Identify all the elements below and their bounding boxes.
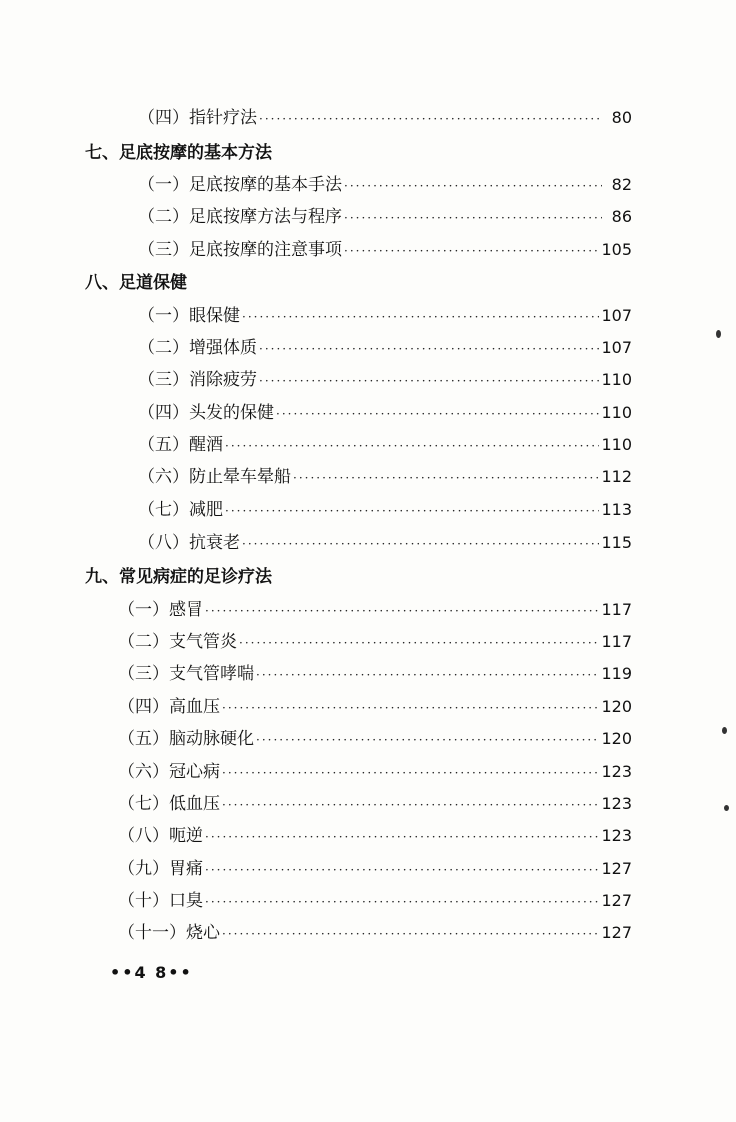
toc-section-heading <box>85 567 272 587</box>
dot-leader <box>205 827 599 847</box>
dot-leader <box>259 109 602 129</box>
toc-entry-label: （三）足底按摩的注意事项 <box>138 240 342 260</box>
toc-entry-label: （四）头发的保健 <box>138 403 274 423</box>
dot-leader <box>222 763 599 783</box>
dot-leader <box>222 698 599 718</box>
toc-entry-label: （九）胃痛 <box>118 859 203 879</box>
toc-entry <box>118 729 632 750</box>
toc-entry-page: 107 <box>601 306 632 325</box>
scan-speck <box>722 727 727 734</box>
toc-entry-page: 110 <box>601 435 632 454</box>
toc-entry-label: （五）脑动脉硬化 <box>118 729 254 749</box>
toc-entry-label: （五）醒酒 <box>138 435 223 455</box>
toc-entry <box>138 467 632 488</box>
toc-entry <box>138 435 632 456</box>
toc-entry <box>138 370 632 391</box>
toc-entry-page: 115 <box>601 533 632 552</box>
dot-leader <box>259 371 599 391</box>
toc-entry-label: （八）呃逆 <box>118 826 203 846</box>
toc-entry-label: 八、足道保健 <box>85 273 187 293</box>
toc-entry <box>118 826 632 847</box>
toc-entry-label: （八）抗衰老 <box>138 533 240 553</box>
toc-entry-page: 110 <box>601 370 632 389</box>
toc-entry-page: 113 <box>601 500 632 519</box>
toc-entry <box>138 175 632 196</box>
toc-entry <box>138 306 632 327</box>
toc-entry-label: （六）防止晕车晕船 <box>138 467 291 487</box>
scan-speck <box>716 330 721 338</box>
dot-leader <box>239 633 599 653</box>
toc-entry-label: （三）支气管哮喘 <box>118 664 254 684</box>
toc-entry <box>118 632 632 653</box>
dot-leader <box>293 468 599 488</box>
dot-leader <box>242 307 599 327</box>
toc-entry-page: 110 <box>601 403 632 422</box>
dot-leader <box>205 601 599 621</box>
dot-leader <box>205 860 599 880</box>
toc-entry <box>118 891 632 912</box>
toc-section-heading <box>85 143 272 163</box>
dot-leader <box>256 730 599 750</box>
toc-entry <box>118 664 632 685</box>
toc-entry-label: （二）足底按摩方法与程序 <box>138 207 342 227</box>
dot-leader <box>256 665 599 685</box>
toc-entry <box>138 500 632 521</box>
toc-entry-page: 82 <box>611 175 632 194</box>
dot-leader <box>222 924 599 944</box>
toc-entry-label: （一）眼保健 <box>138 306 240 326</box>
dot-leader <box>222 795 599 815</box>
toc-entry <box>118 762 632 783</box>
toc-entry-page: 123 <box>601 762 632 781</box>
toc-entry-label: （六）冠心病 <box>118 762 220 782</box>
toc-entry-page: 117 <box>601 600 632 619</box>
toc-entry-page: 117 <box>601 632 632 651</box>
toc-entry-page: 86 <box>611 207 632 226</box>
toc-entry-page: 107 <box>601 338 632 357</box>
toc-entry-label: （四）高血压 <box>118 697 220 717</box>
toc-entry <box>118 794 632 815</box>
toc-entry <box>138 108 632 129</box>
toc-entry-page: 127 <box>601 859 632 878</box>
toc-entry-label: （七）减肥 <box>138 500 223 520</box>
toc-entry-page: 112 <box>601 467 632 486</box>
toc-entry <box>118 923 632 944</box>
toc-entry <box>138 338 632 359</box>
dot-leader <box>344 208 602 228</box>
toc-entry-page: 119 <box>601 664 632 683</box>
toc-entry-label: （一）足底按摩的基本手法 <box>138 175 342 195</box>
toc-entry-page: 105 <box>601 240 632 259</box>
dot-leader <box>225 436 599 456</box>
toc-entry-label: （一）感冒 <box>118 600 203 620</box>
toc-entry <box>118 600 632 621</box>
toc-entry-page: 127 <box>601 891 632 910</box>
toc-entry-label: （四）指针疗法 <box>138 108 257 128</box>
toc-entry <box>138 207 632 228</box>
toc-entry-page: 123 <box>601 826 632 845</box>
dot-leader <box>225 501 599 521</box>
toc-entry <box>118 697 632 718</box>
toc-entry-label: （二）支气管炎 <box>118 632 237 652</box>
scan-speck <box>724 805 729 811</box>
toc-entry <box>118 859 632 880</box>
dot-leader <box>242 534 599 554</box>
toc-entry-page: 80 <box>611 108 632 127</box>
toc-entry-page: 120 <box>601 729 632 748</box>
dot-leader <box>259 339 599 359</box>
toc-entry-page: 120 <box>601 697 632 716</box>
toc-entry-label: （十）口臭 <box>118 891 203 911</box>
dot-leader <box>344 176 602 196</box>
dot-leader <box>344 241 599 261</box>
toc-entry-label: 九、常见病症的足诊疗法 <box>85 567 272 587</box>
dot-leader <box>276 404 599 424</box>
toc-entry-label: （二）增强体质 <box>138 338 257 358</box>
toc-entry-page: 127 <box>601 923 632 942</box>
toc-entry-page: 123 <box>601 794 632 813</box>
dot-leader <box>205 892 599 912</box>
toc-section-heading <box>85 273 187 293</box>
toc-entry-label: 七、足底按摩的基本方法 <box>85 143 272 163</box>
page-number: ••4 8•• <box>110 963 193 982</box>
toc-entry <box>138 533 632 554</box>
toc-entry-label: （七）低血压 <box>118 794 220 814</box>
toc-entry <box>138 403 632 424</box>
toc-entry-label: （十一）烧心 <box>118 923 220 943</box>
toc-entry <box>138 240 632 261</box>
toc-entry-label: （三）消除疲劳 <box>138 370 257 390</box>
